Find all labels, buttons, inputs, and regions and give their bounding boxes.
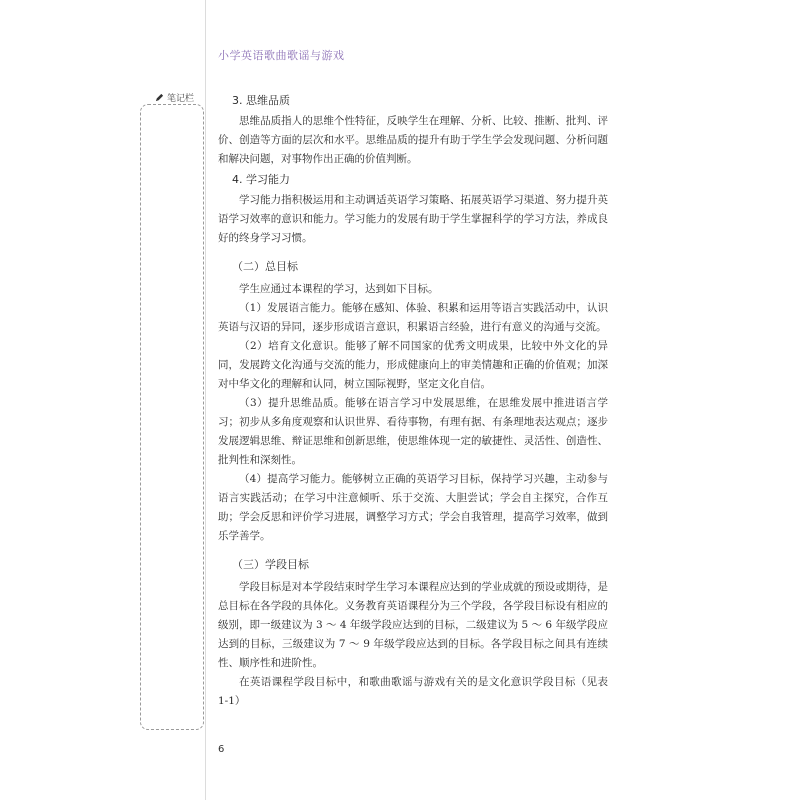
paragraph-overall-intro: 学生应通过本课程的学习，达到如下目标。 xyxy=(239,283,439,295)
page-number: 6 xyxy=(218,744,225,755)
paragraph-overall-3: （3）提升思维品质。能够在语言学习中发展思维，在思维发展中推进语言学习；初步从多角度观察和认识世界、看待事物，有理有据、有条理地表达观点；逐步发展逻辑思维、辩证思维和创新思维，使思维体现一定的敏捷性、灵活性、创造性、批判性和深刻性。 xyxy=(218,397,608,466)
heading-stage-goals: （三）学段目标 xyxy=(232,558,309,571)
heading-learning-ability: 4. 学习能力 xyxy=(232,173,290,186)
heading-thinking-quality: 3. 思维品质 xyxy=(232,94,290,107)
paragraph-thinking-quality: 思维品质指人的思维个性特征，反映学生在理解、分析、比较、推断、批判、评价、创造等方面的层次和水平。思维品质的提升有助于学生学会发现问题、分析问题和解决问题，对事物作出正确的价值判断。 xyxy=(218,115,608,165)
paragraph-learning-ability: 学习能力指积极运用和主动调适英语学习策略、拓展英语学习渠道、努力提升英语学习效率的意识和能力。学习能力的发展有助于学生掌握科学的学习方法，养成良好的终身学习习惯。 xyxy=(218,194,608,244)
pencil-icon xyxy=(155,93,164,102)
notes-header xyxy=(155,91,194,104)
paragraph-overall-2: （2）培育文化意识。能够了解不同国家的优秀文明成果，比较中外文化的异同，发展跨文化沟通与交流的能力，形成健康向上的审美情趣和正确的价值观；加深对中华文化的理解和认同，树立国际视野，坚定文化自信。 xyxy=(218,340,608,390)
notes-label: 笔记栏 xyxy=(167,94,195,104)
margin-rule xyxy=(205,0,206,800)
paragraph-stage-1: 学段目标是对本学段结束时学生学习本课程应达到的学业成就的预设或期待，是总目标在各学段的具体化。义务教育英语课程分为三个学段，各学段目标设有相应的级别，即一级建议为 3 ～ 4 年级学段应达到的目标，二级建议为 5 ～ 6 年级学段应达到的目标，三级建议为 7 ～ 9 年级学段应达到的目标。各学段目标之间具有连续性、顺序性和进阶性。 xyxy=(218,581,608,669)
book-title: 小学英语歌曲歌谣与游戏 xyxy=(218,49,345,62)
paragraph-overall-4: （4）提高学习能力。能够树立正确的英语学习目标，保持学习兴趣，主动参与语言实践活动；在学习中注意倾听、乐于交流、大胆尝试；学会自主探究，合作互助；学会反思和评价学习进展，调整学习方式；学会自我管理，提高学习效率，做到乐学善学。 xyxy=(218,473,608,542)
paragraph-overall-1: （1）发展语言能力。能够在感知、体验、积累和运用等语言实践活动中，认识英语与汉语的异同，逐步形成语言意识，积累语言经验，进行有意义的沟通与交流。 xyxy=(218,302,608,333)
heading-overall-goals: （二）总目标 xyxy=(232,260,298,273)
paragraph-stage-2: 在英语课程学段目标中，和歌曲歌谣与游戏有关的是文化意识学段目标（见表 1-1） xyxy=(218,676,608,707)
notes-box xyxy=(140,104,204,730)
page-content xyxy=(218,92,608,711)
